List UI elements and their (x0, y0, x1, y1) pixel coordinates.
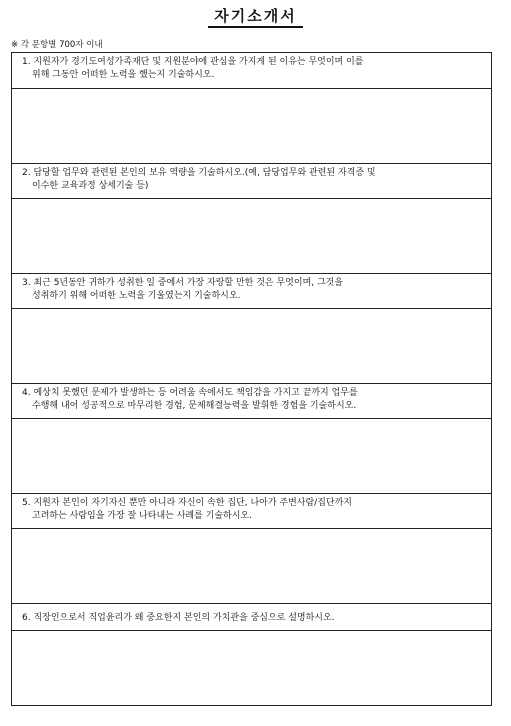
question-5 (12, 493, 491, 529)
question-5-line-2: 고려하는 사람임을 가장 잘 나타내는 사례를 기술하시오. (32, 510, 252, 521)
essay-section-1 (12, 53, 491, 163)
essay-form (11, 52, 492, 706)
question-3 (12, 273, 491, 309)
document-title-wrap (0, 5, 511, 26)
question-4 (12, 383, 491, 419)
answer-area-3[interactable] (12, 309, 491, 383)
question-1-line-1: 1. 지원자가 경기도여성가족재단 및 지원분야에 관심을 가지게 된 이유는 무엇이며 이를 (22, 57, 364, 67)
question-2 (12, 163, 491, 199)
answer-area-2[interactable] (12, 199, 491, 273)
essay-section-3 (12, 273, 491, 383)
essay-section-4 (12, 383, 491, 493)
essay-section-6 (12, 603, 491, 705)
answer-area-6[interactable] (12, 631, 491, 705)
question-3-line-2: 성취하기 위해 어떠한 노력을 기울였는지 기술하시오. (32, 290, 241, 301)
question-6 (12, 603, 491, 631)
answer-area-5[interactable] (12, 529, 491, 603)
question-1-line-2: 위해 그동안 어떠한 노력을 했는지 기술하시오. (32, 69, 215, 80)
question-3-line-1: 3. 최근 5년동안 귀하가 성취한 일 중에서 가장 자랑할 만한 것은 무엇이며, 그것을 (22, 278, 344, 288)
document-title: 자기소개서 (208, 7, 302, 28)
essay-section-5 (12, 493, 491, 603)
question-4-line-2: 수행해 내어 성공적으로 마무리한 경험, 문제해결능력을 발휘한 경험을 기술하시오. (32, 400, 357, 411)
answer-area-1[interactable] (12, 89, 491, 163)
question-5-line-1: 5. 지원자 본인이 자기자신 뿐만 아니라 자신이 속한 집단, 나아가 주변사람/집단까지 (22, 498, 352, 508)
essay-section-2 (12, 163, 491, 273)
question-6-line-1: 6. 직장인으로서 직업윤리가 왜 중요한지 본인의 가치관을 중심으로 설명하시오. (22, 613, 335, 623)
question-2-line-2: 이수한 교육과정 상세기술 등) (32, 180, 149, 191)
question-4-line-1: 4. 예상치 못했던 문제가 발생하는 등 어려움 속에서도 책임감을 가지고 끝까지 업무를 (22, 388, 358, 398)
answer-area-4[interactable] (12, 419, 491, 493)
question-1 (12, 53, 491, 89)
question-2-line-1: 2. 담당할 업무와 관련된 본인의 보유 역량을 기술하시오.(예, 담당업무와 관련된 자격증 및 (22, 168, 376, 178)
length-limit-note: ※ 각 문항별 700자 이내 (11, 40, 103, 50)
